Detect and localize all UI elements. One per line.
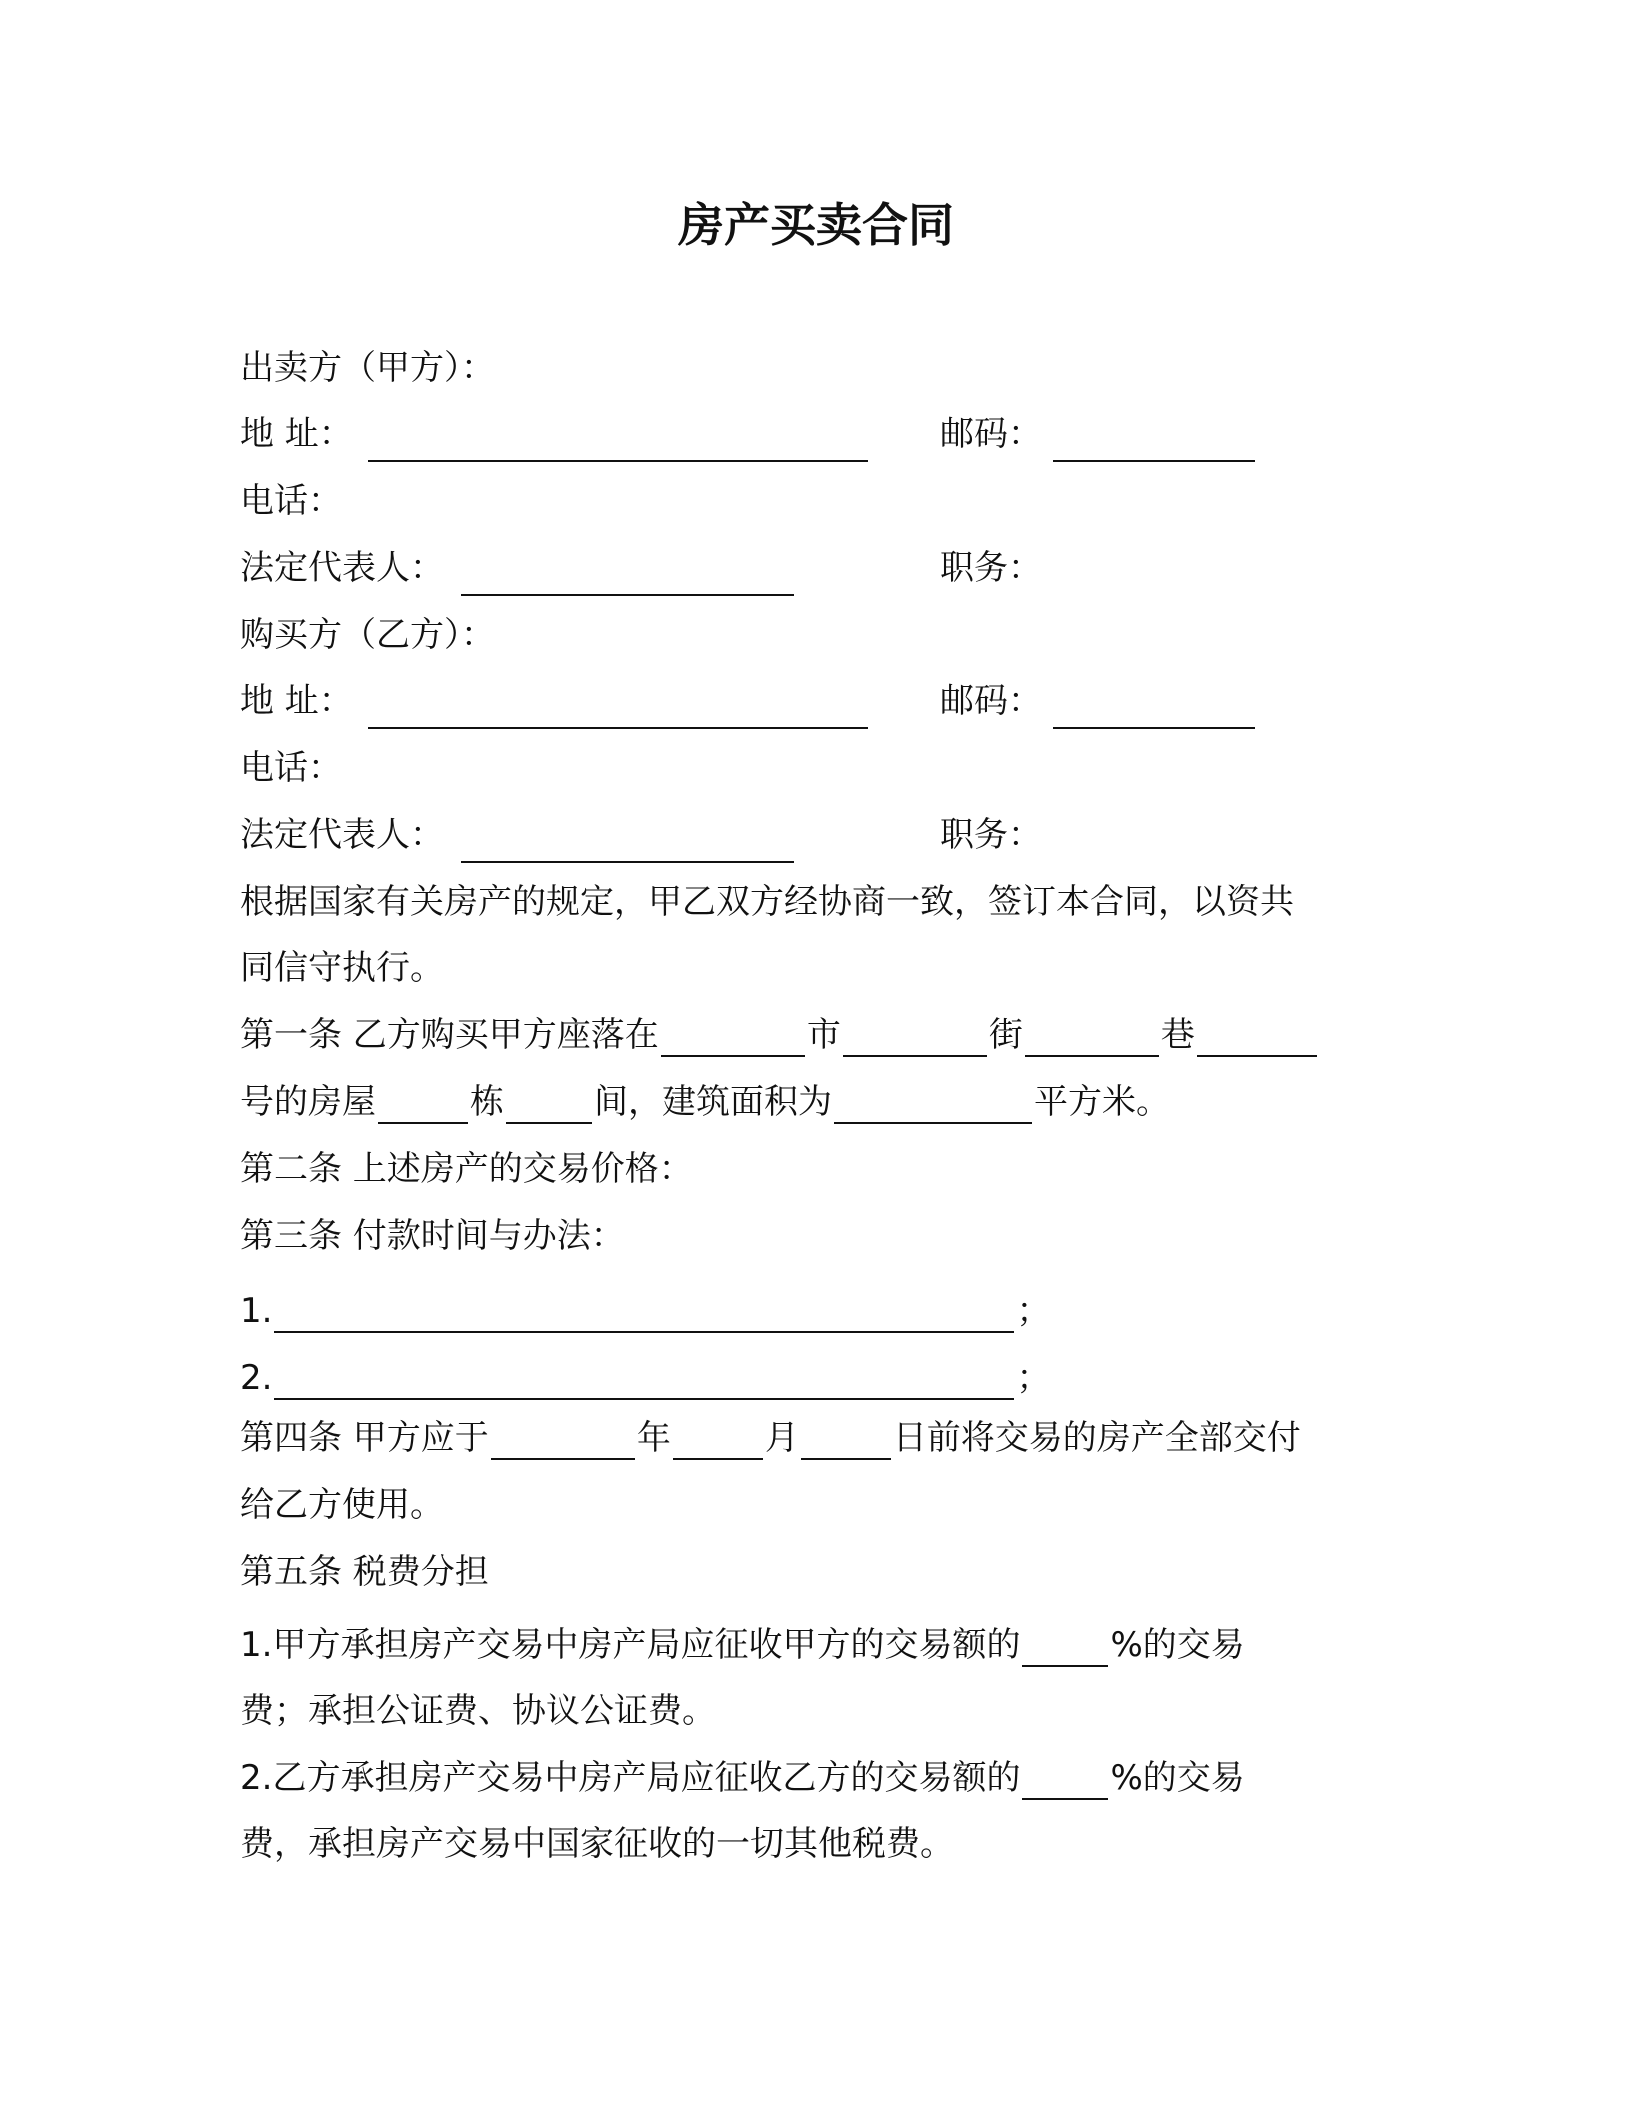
month-label: 月 — [764, 1418, 799, 1458]
article-2: 第二条 上述房产的交易价格： — [240, 1149, 693, 1189]
buyer-postcode-field[interactable] — [1053, 727, 1255, 729]
seller-address-field[interactable] — [368, 460, 868, 462]
payment-item-2-end: ； — [1016, 1358, 1051, 1398]
lane-label: 巷 — [1160, 1015, 1195, 1055]
area-blank[interactable] — [834, 1082, 1032, 1124]
article-3: 第三条 付款时间与办法： — [240, 1216, 625, 1256]
buyer-heading: 购买方（乙方）： — [240, 615, 495, 655]
buyer-address-field[interactable] — [368, 727, 868, 729]
city-label: 市 — [806, 1015, 841, 1055]
article-5-item-2-line-1 — [240, 1752, 1245, 1804]
document-title: 房产买卖合同 — [678, 198, 954, 252]
article-1-prefix: 第一条 乙方购买甲方座落在 — [240, 1015, 659, 1055]
seller-address-label: 地 址： — [240, 414, 353, 454]
building-label: 栋 — [470, 1082, 504, 1122]
building-blank[interactable] — [378, 1082, 468, 1124]
article-5-item-2-prefix: 2.乙方承担房产交易中房产局应征收乙方的交易额的 — [240, 1758, 1021, 1798]
buyer-position-label: 职务： — [940, 815, 1042, 855]
buyer-rep-label: 法定代表人： — [240, 815, 444, 855]
buyer-address-label: 地 址： — [240, 681, 353, 721]
year-label: 年 — [636, 1418, 671, 1458]
buyer-fee-percent-blank[interactable] — [1022, 1758, 1108, 1800]
room-blank[interactable] — [506, 1082, 592, 1124]
payment-item-1 — [240, 1285, 1050, 1337]
seller-phone-label: 电话： — [240, 481, 342, 521]
article-4-line-1 — [240, 1412, 1301, 1464]
payment-item-2-blank[interactable] — [274, 1358, 1014, 1400]
seller-rep-label: 法定代表人： — [240, 548, 444, 588]
seller-position-label: 职务： — [940, 548, 1042, 588]
house-number-blank[interactable] — [1197, 1015, 1317, 1057]
payment-item-1-end: ； — [1016, 1291, 1051, 1331]
payment-item-1-number: 1. — [240, 1291, 273, 1331]
article-5-item-1-line-1 — [240, 1619, 1245, 1671]
street-label: 街 — [988, 1015, 1023, 1055]
article-5-item-2-suffix: %的交易 — [1110, 1758, 1245, 1798]
room-label: 间，建筑面积为 — [594, 1082, 832, 1122]
street-blank[interactable] — [843, 1015, 987, 1057]
month-blank[interactable] — [673, 1418, 763, 1460]
seller-heading: 出卖方（甲方）： — [240, 348, 495, 388]
year-blank[interactable] — [491, 1418, 635, 1460]
article-5-item-1-prefix: 1.甲方承担房产交易中房产局应征收甲方的交易额的 — [240, 1625, 1021, 1665]
buyer-rep-field[interactable] — [461, 861, 794, 863]
day-blank[interactable] — [801, 1418, 891, 1460]
area-unit: 平方米。 — [1034, 1082, 1170, 1122]
seller-rep-field[interactable] — [461, 594, 794, 596]
preamble-line-2: 同信守执行。 — [240, 948, 444, 988]
lane-blank[interactable] — [1025, 1015, 1159, 1057]
article-1-line-1 — [240, 1009, 1319, 1061]
article-4-line-2: 给乙方使用。 — [240, 1485, 444, 1525]
city-blank[interactable] — [661, 1015, 805, 1057]
article-5-item-1-suffix: %的交易 — [1110, 1625, 1245, 1665]
article-1-line-2 — [240, 1076, 1170, 1128]
preamble-line-1: 根据国家有关房产的规定，甲乙双方经协商一致，签订本合同，以资共 — [240, 882, 1294, 922]
article-5-item-1-line-2: 费；承担公证费、协议公证费。 — [240, 1691, 716, 1731]
payment-item-2 — [240, 1352, 1050, 1404]
article-4-suffix: 日前将交易的房产全部交付 — [892, 1418, 1301, 1458]
article-5-item-2-line-2: 费，承担房产交易中国家征收的一切其他税费。 — [240, 1824, 954, 1864]
buyer-phone-label: 电话： — [240, 748, 342, 788]
seller-postcode-field[interactable] — [1053, 460, 1255, 462]
seller-postcode-label: 邮码： — [940, 414, 1042, 454]
seller-fee-percent-blank[interactable] — [1022, 1625, 1108, 1667]
payment-item-1-blank[interactable] — [274, 1291, 1014, 1333]
house-label: 号的房屋 — [240, 1082, 376, 1122]
article-5-heading: 第五条 税费分担 — [240, 1552, 489, 1592]
payment-item-2-number: 2. — [240, 1358, 273, 1398]
buyer-postcode-label: 邮码： — [940, 681, 1042, 721]
article-4-prefix: 第四条 甲方应于 — [240, 1418, 489, 1458]
